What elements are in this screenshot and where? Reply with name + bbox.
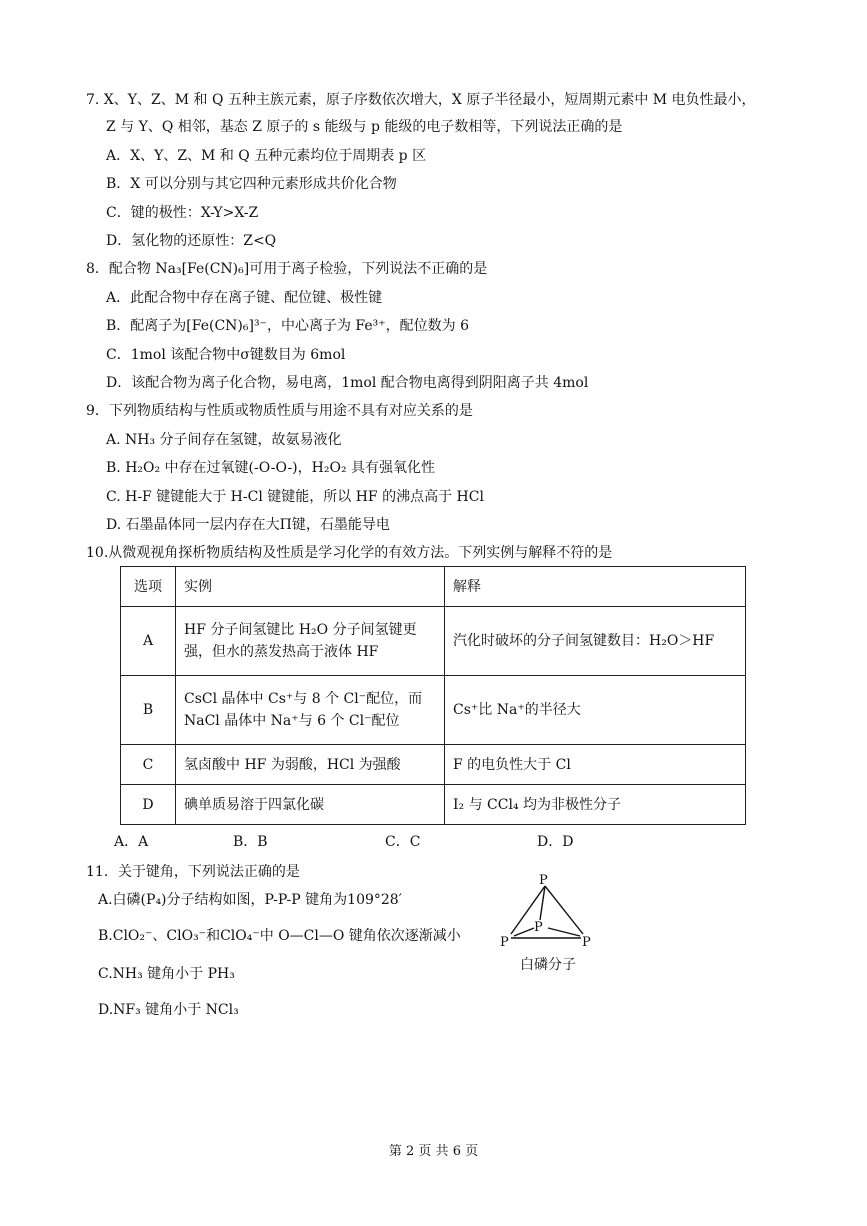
bond-line: [514, 928, 534, 936]
row-example: CsCl 晶体中 Cs⁺与 8 个 Cl⁻配位，而 NaCl 晶体中 Na⁺与 6 个 Cl⁻配位: [176, 676, 445, 745]
q11-option-b: B.ClO₂⁻、ClO₃⁻和ClO₄⁻中 O—Cl—O 键角依次逐渐减小: [98, 928, 461, 944]
q11-option-c: C.NH₃ 键角小于 PH₃: [98, 966, 235, 982]
row-explain: Cs⁺比 Na⁺的半径大: [445, 676, 746, 745]
q7-stem-line2: Z 与 Y、Q 相邻，基态 Z 原子的 s 能级与 p 能级的电子数相等，下列说法正确的是: [106, 119, 623, 135]
q11-stem: 11．关于键角，下列说法正确的是: [86, 864, 300, 880]
row-option: D: [121, 785, 176, 825]
row-example: 碘单质易溶于四氯化碳: [176, 785, 445, 825]
row-example: 氢卤酸中 HF 为弱酸，HCl 为强酸: [176, 745, 445, 785]
table-row: [121, 607, 746, 676]
q7-option-b: B．X 可以分别与其它四种元素形成共价化合物: [106, 176, 397, 192]
p-atom-top: P: [539, 873, 548, 888]
q9-option-d: D. 石墨晶体同一层内存在大Π键，石墨能导电: [106, 517, 390, 533]
q11-option-a: A.白磷(P₄)分子结构如图，P-P-P 键角为109°28′: [98, 892, 402, 908]
header-option: 选项: [121, 567, 176, 607]
q10-choice-b: B．B: [233, 834, 268, 850]
q9-option-b: B. H₂O₂ 中存在过氧键(-O-O-)，H₂O₂ 具有强氧化性: [106, 460, 436, 476]
q8-option-c: C．1mol 该配合物中σ键数目为 6mol: [106, 347, 346, 363]
row-explain: 汽化时破坏的分子间氢键数目：H₂O＞HF: [445, 607, 746, 676]
q8-option-b: B．配离子为[Fe(CN)₆]³⁻，中心离子为 Fe³⁺，配位数为 6: [106, 318, 469, 334]
q10-choice-c: C．C: [385, 834, 421, 850]
header-example: 实例: [176, 567, 445, 607]
q11-option-d: D.NF₃ 键角小于 NCl₃: [98, 1002, 239, 1018]
header-explain: 解释: [445, 567, 746, 607]
q7-option-c: C．键的极性：X-Y>X-Z: [106, 205, 259, 221]
q9-option-c: C. H-F 键键能大于 H-Cl 键键能，所以 HF 的沸点高于 HCl: [106, 489, 484, 505]
row-example: HF 分子间氢键比 H₂O 分子间氢键更强，但水的蒸发热高于液体 HF: [176, 607, 445, 676]
q7-option-d: D．氢化物的还原性：Z<Q: [106, 233, 277, 249]
table-row: [121, 785, 746, 825]
p4-bonds: [511, 886, 583, 938]
page-footer: 第 2 页 共 6 页: [388, 1144, 479, 1159]
q9-option-a: A. NH₃ 分子间存在氢键，故氨易液化: [106, 432, 342, 448]
table-row: [121, 745, 746, 785]
bond-line: [545, 886, 583, 934]
q10-stem: 10.从微观视角探析物质结构及性质是学习化学的有效方法。下列实例与解释不符的是: [86, 545, 613, 561]
bond-line: [548, 928, 580, 936]
q10-choice-a: A．A: [114, 834, 149, 850]
q9-stem: 9．下列物质结构与性质或物质性质与用途不具有对应关系的是: [86, 403, 473, 419]
q8-stem: 8．配合物 Na₃[Fe(CN)₆]可用于离子检验，下列说法不正确的是: [86, 261, 488, 277]
q7-option-a: A．X、Y、Z、M 和 Q 五种元素均位于周期表 p 区: [106, 148, 427, 164]
q8-option-d: D．该配合物为离子化合物，易电离，1mol 配合物电离得到阴阳离子共 4mol: [106, 375, 589, 391]
q8-option-a: A．此配合物中存在离子键、配位键、极性键: [106, 290, 383, 306]
figure-caption: 白磷分子: [520, 957, 576, 973]
row-option: B: [121, 676, 176, 745]
q10-table: [120, 566, 746, 825]
p-atom-middle: P: [534, 920, 543, 935]
row-explain: I₂ 与 CCl₄ 均为非极性分子: [445, 785, 746, 825]
row-explain: F 的电负性大于 Cl: [445, 745, 746, 785]
q7-stem-line1: 7. X、Y、Z、M 和 Q 五种主族元素，原子序数依次增大，X 原子半径最小，短周期元素中 M 电负性最小，: [86, 92, 756, 108]
p-atom-left: P: [500, 935, 509, 950]
p-atom-right: P: [582, 935, 591, 950]
q10-choice-d: D．D: [537, 834, 574, 850]
white-phosphorus-diagram: [496, 868, 606, 980]
table-header-row: [121, 567, 746, 607]
table-row: [121, 676, 746, 745]
row-option: A: [121, 607, 176, 676]
row-option: C: [121, 745, 176, 785]
